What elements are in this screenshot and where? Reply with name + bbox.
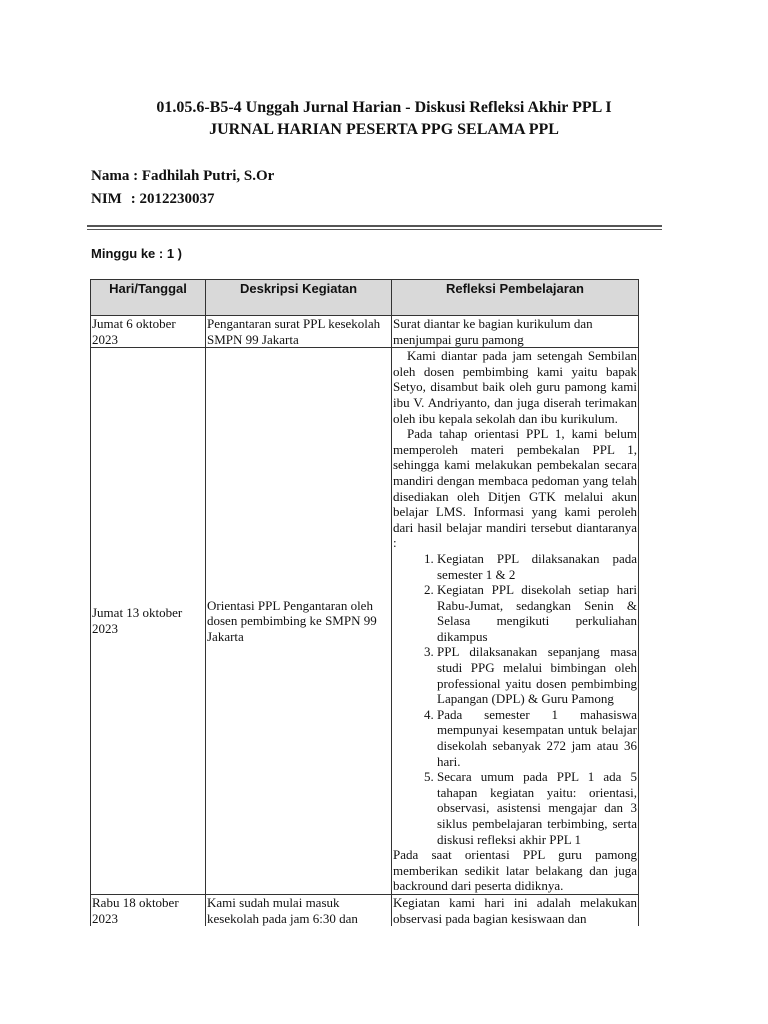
list-item: 3. PPL dilaksanakan sepanjang masa studi PPG melalui bimbingan oleh professional yaitu dosen pembimbing Lapangan (DPL) & Guru Pamong — [437, 644, 637, 706]
description-cell: Pengantaran surat PPL kesekolah SMPN 99 Jakarta — [206, 316, 392, 348]
column-header-reflection: Refleksi Pembelajaran — [392, 280, 639, 316]
list-item: 5. Secara umum pada PPL 1 ada 5 tahapan kegiatan yaitu: orientasi, observasi, asistensi mengajar dan 3 siklus pembelajaran terbimbing, serta diskusi refleksi akhir PPL 1 — [437, 769, 637, 847]
student-name: Nama : Fadhilah Putri, S.Or — [91, 168, 275, 184]
description-cell: Kami sudah mulai masuk kesekolah pada jam 6:30 dan — [206, 894, 392, 926]
column-header-description: Deskripsi Kegiatan — [206, 280, 392, 316]
list-item: 1. Kegiatan PPL dilaksanakan pada semester 1 & 2 — [437, 551, 637, 582]
date-cell: Jumat 6 oktober 2023 — [91, 316, 206, 348]
reflection-list — [393, 551, 637, 847]
reflection-paragraph: Kami diantar pada jam setengah Sembilan oleh dosen pembimbing kami yaitu bapak Setyo, disambut baik oleh guru pamong kami ibu V. Andriyanto, dan juga diserah terimakan oleh ibu kepala sekolah dan ibu kurikulum. — [393, 348, 637, 426]
table-row — [91, 316, 639, 348]
table-row — [91, 894, 639, 926]
student-nim — [91, 189, 215, 209]
document-subtitle: JURNAL HARIAN PESERTA PPG SELAMA PPL — [209, 121, 559, 138]
reflection-cell — [392, 348, 639, 895]
table-row — [91, 348, 639, 895]
table-header-row — [91, 280, 639, 316]
divider-line — [87, 225, 662, 227]
week-label: Minggu ke : 1 ) — [91, 246, 182, 261]
list-item: 2. Kegiatan PPL disekolah setiap hari Rabu-Jumat, sedangkan Senin & Selasa mengikuti perkuliahan dikampus — [437, 582, 637, 644]
journal-table — [90, 279, 639, 926]
document-title: 01.05.6-B5-4 Unggah Jurnal Harian - Diskusi Refleksi Akhir PPL I — [156, 99, 612, 116]
list-item: 4. Pada semester 1 mahasiswa mempunyai kesempatan untuk belajar disekolah sebanyak 272 jam atau 36 hari. — [437, 707, 637, 769]
nim-label: NIM — [91, 191, 122, 207]
reflection-paragraph: Pada tahap orientasi PPL 1, kami belum memperoleh materi pembekalan PPL 1, sehingga kami melakukan pembekalan secara mandiri dengan membaca pedoman yang telah disediakan oleh Ditjen GTK melalui akun belajar LMS. Informasi yang kami peroleh dari hasil belajar mandiri tersebut diantaranya : — [393, 426, 637, 551]
date-cell: Rabu 18 oktober 2023 — [91, 894, 206, 926]
description-cell: Orientasi PPL Pengantaran oleh dosen pembimbing ke SMPN 99 Jakarta — [206, 348, 392, 895]
nim-value: : 2012230037 — [130, 191, 215, 207]
reflection-cell: Surat diantar ke bagian kurikulum dan menjumpai guru pamong — [392, 316, 639, 348]
reflection-cell: Kegiatan kami hari ini adalah melakukan observasi pada bagian kesiswaan dan — [393, 894, 637, 926]
divider-line-thin — [87, 229, 662, 230]
column-header-date: Hari/Tanggal — [91, 280, 206, 316]
reflection-paragraph: Pada saat orientasi PPL guru pamong memberikan sedikit latar belakang dan juga backround dari peserta didiknya. — [393, 847, 637, 894]
date-cell: Jumat 13 oktober 2023 — [91, 348, 206, 895]
